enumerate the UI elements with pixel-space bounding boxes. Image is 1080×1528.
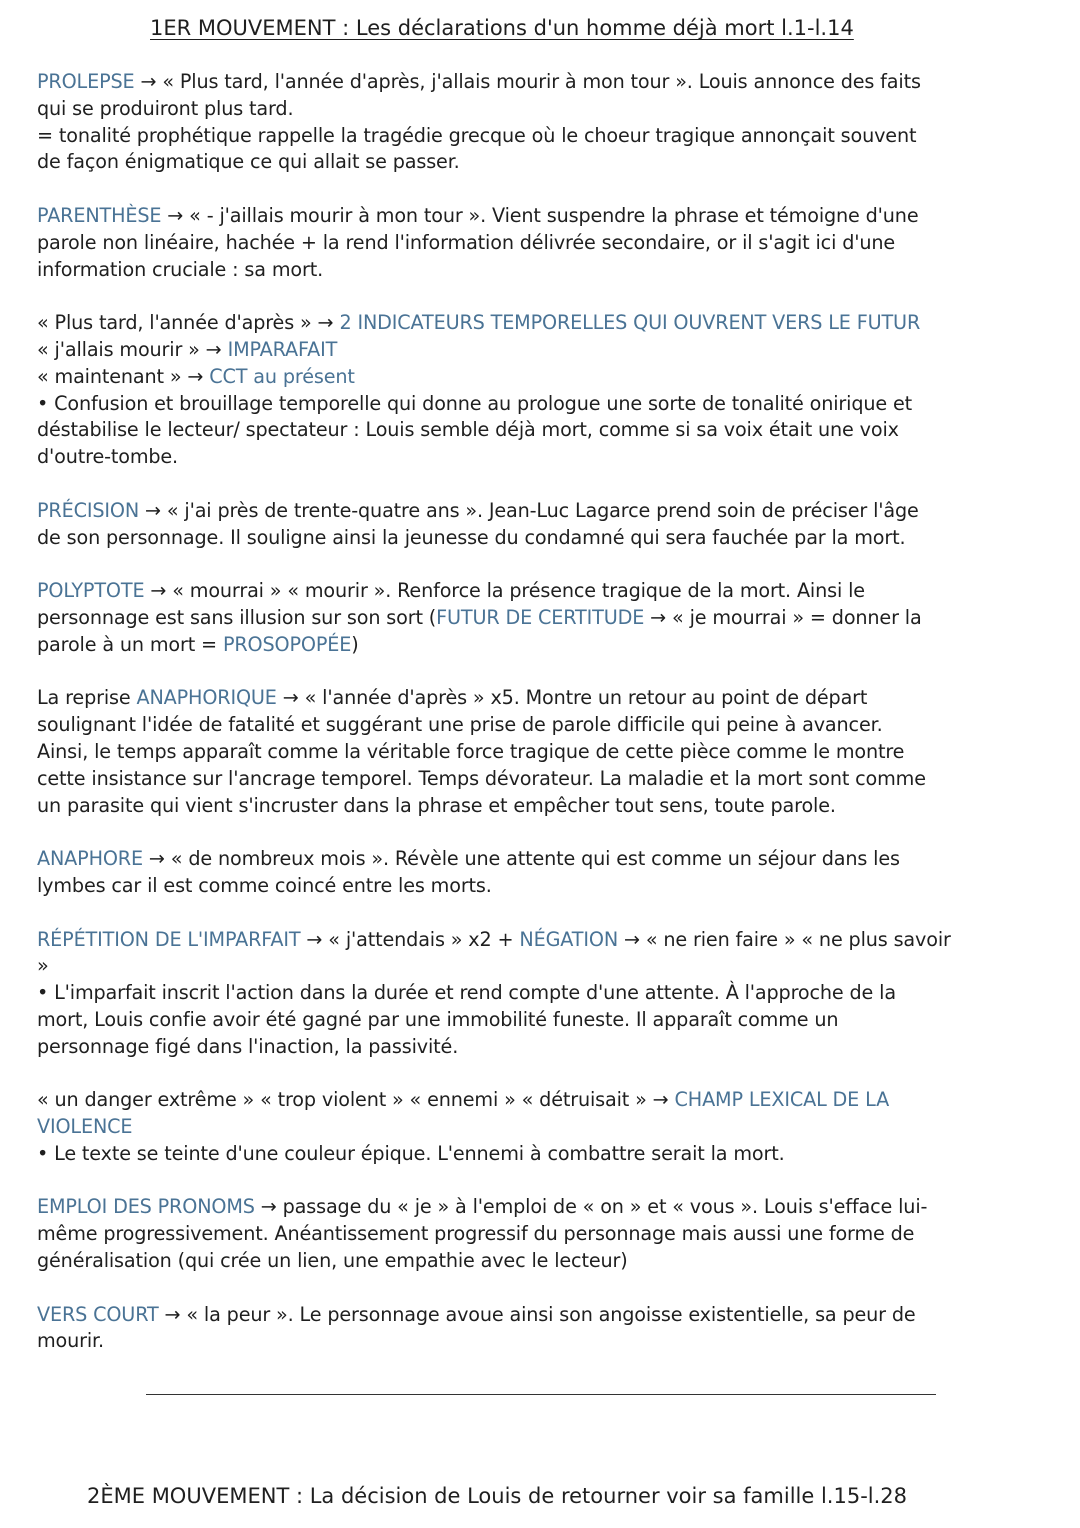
- keyword: PRÉCISION: [37, 498, 140, 522]
- text-line: même progressivement. Anéantissement progressif du personnage mais aussi une forme de: [37, 1222, 915, 1246]
- note-text: → « l'année d'après » x5. Montre un retour au point de départ: [276, 686, 868, 710]
- text-line: de façon énigmatique ce qui allait se passer.: [37, 150, 460, 174]
- text-line: [37, 1194, 1051, 1221]
- analysis-content: [37, 69, 1051, 1382]
- note-indicateurs-temporels: [37, 310, 1051, 471]
- note-vers-court: [37, 1302, 1051, 1356]
- keyword: FUTUR DE CERTITUDE: [436, 605, 645, 629]
- text-line: [37, 69, 1051, 96]
- text-line: Ainsi, le temps apparaît comme la véritable force tragique de cette pièce comme le montre: [37, 739, 905, 763]
- text-line: • Le texte se teinte d'une couleur épique. L'ennemi à combattre serait la mort.: [37, 1141, 785, 1165]
- keyword: PROSOPOPÉE: [222, 632, 352, 656]
- note-text: → « je mourrai » = donner la: [644, 605, 922, 629]
- note-precision: [37, 498, 1051, 552]
- note-text: → « de nombreux mois ». Révèle une attente qui est comme un séjour dans les: [142, 847, 900, 871]
- text-line: lymbes car il est comme coincé entre les morts.: [37, 873, 492, 897]
- note-text: → « ne rien faire » « ne plus savoir: [618, 927, 951, 951]
- quote-text: « un danger extrême » « trop violent » « ennemi » « détruisait » →: [37, 1088, 675, 1112]
- text-line: de son personnage. Il souligne ainsi la jeunesse du condamné qui sera fauchée par la mort.: [37, 525, 906, 549]
- note-text: La reprise: [37, 686, 137, 710]
- note-champ-lexical: [37, 1087, 1051, 1167]
- text-line: soulignant l'idée de fatalité et suggérant une prise de parole difficile qui peine à avancer.: [37, 713, 883, 737]
- section-title-2: 2ÈME MOUVEMENT : La décision de Louis de retourner voir sa famille l.15-l.28: [87, 1484, 908, 1508]
- keyword: ANAPHORE: [37, 847, 143, 871]
- note-text: → « - j'aillais mourir à mon tour ». Vient suspendre la phrase et témoigne d'une: [161, 203, 919, 227]
- section-divider: [146, 1394, 936, 1395]
- keyword: 2 INDICATEURS TEMPORELLES QUI OUVRENT VERS LE FUTUR: [339, 311, 921, 335]
- text-line: [37, 203, 1051, 230]
- keyword: IMPARAFAIT: [227, 337, 338, 361]
- text-line: [37, 364, 1051, 391]
- text-line: [37, 310, 1051, 337]
- text-line: [37, 927, 1051, 954]
- text-line: [37, 578, 1051, 605]
- keyword: POLYPTOTE: [37, 579, 145, 603]
- quote-text: « maintenant » →: [37, 364, 210, 388]
- text-line: [37, 1087, 1051, 1114]
- keyword: CHAMP LEXICAL DE LA: [674, 1088, 890, 1112]
- text-line: [37, 1302, 1051, 1329]
- text-line: [37, 605, 1051, 632]
- note-anaphorique: [37, 685, 1051, 819]
- keyword: PROLEPSE: [37, 70, 135, 93]
- note-text: → « j'attendais » x2 +: [300, 927, 520, 951]
- keyword: NÉGATION: [519, 927, 619, 951]
- text-line: parole non linéaire, hachée + la rend l'information délivrée secondaire, or il s'agit ici d'une: [37, 230, 896, 254]
- text-line: déstabilise le lecteur/ spectateur : Louis semble déjà mort, comme si sa voix était une voix: [37, 418, 899, 442]
- text-line: • Confusion et brouillage temporelle qui donne au prologue une sorte de tonalité onirique et: [37, 391, 913, 415]
- note-repetition-imparfait: [37, 927, 1051, 1061]
- note-parenthese: [37, 203, 1051, 283]
- note-text: personnage est sans illusion sur son sort (: [37, 605, 437, 629]
- note-pronoms: [37, 1194, 1051, 1274]
- note-text: → « mourrai » « mourir ». Renforce la présence tragique de la mort. Ainsi le: [144, 579, 865, 603]
- text-line: d'outre-tombe.: [37, 445, 179, 469]
- text-line: »: [37, 954, 49, 978]
- keyword: PARENTHÈSE: [37, 203, 162, 227]
- note-text: → « la peur ». Le personnage avoue ainsi son angoisse existentielle, sa peur de: [158, 1302, 916, 1326]
- text-line: • L'imparfait inscrit l'action dans la durée et rend compte d'une attente. À l'approche de la: [37, 981, 896, 1005]
- text-line: qui se produiront plus tard.: [37, 96, 294, 120]
- text-line: mort, Louis confie avoir été gagné par une immobilité funeste. Il apparaît comme un: [37, 1007, 839, 1031]
- keyword-line: VIOLENCE: [37, 1115, 133, 1139]
- note-text: ): [351, 632, 359, 656]
- note-anaphore: [37, 846, 1051, 900]
- keyword: CCT au présent: [209, 364, 355, 388]
- note-text: → « j'ai près de trente-quatre ans ». Jean-Luc Lagarce prend soin de préciser l'âge: [139, 498, 919, 522]
- text-line: = tonalité prophétique rappelle la tragédie grecque où le choeur tragique annonçait souvent: [37, 123, 917, 147]
- note-prolepse: [37, 69, 1051, 176]
- note-text: → « Plus tard, l'année d'après, j'allais mourir à mon tour ». Louis annonce des faits: [134, 70, 921, 93]
- text-line: cette insistance sur l'ancrage temporel. Temps dévorateur. La maladie et la mort sont comme: [37, 766, 926, 790]
- text-line: [37, 498, 1051, 525]
- text-line: personnage figé dans l'inaction, la passivité.: [37, 1034, 459, 1058]
- text-line: [37, 632, 1051, 659]
- note-polyptote: [37, 578, 1051, 658]
- text-line: mourir.: [37, 1329, 104, 1353]
- text-line: [37, 337, 1051, 364]
- text-line: information cruciale : sa mort.: [37, 257, 324, 281]
- text-line: [37, 685, 1051, 712]
- note-text: → passage du « je » à l'emploi de « on » et « vous ». Louis s'efface lui-: [254, 1195, 928, 1219]
- keyword: ANAPHORIQUE: [136, 686, 277, 710]
- section-title-1: 1ER MOUVEMENT : Les déclarations d'un homme déjà mort l.1-l.14: [150, 16, 854, 40]
- text-line: [37, 846, 1051, 873]
- text-line: un parasite qui vient s'incruster dans la phrase et empêcher tout sens, toute parole.: [37, 793, 836, 817]
- keyword: VERS COURT: [37, 1302, 159, 1326]
- quote-text: « j'allais mourir » →: [37, 337, 228, 361]
- text-line: généralisation (qui crée un lien, une empathie avec le lecteur): [37, 1249, 628, 1273]
- quote-text: « Plus tard, l'année d'après » →: [37, 311, 340, 335]
- keyword: RÉPÉTITION DE L'IMPARFAIT: [37, 927, 301, 951]
- note-text: parole à un mort =: [37, 632, 223, 656]
- keyword: EMPLOI DES PRONOMS: [37, 1195, 255, 1219]
